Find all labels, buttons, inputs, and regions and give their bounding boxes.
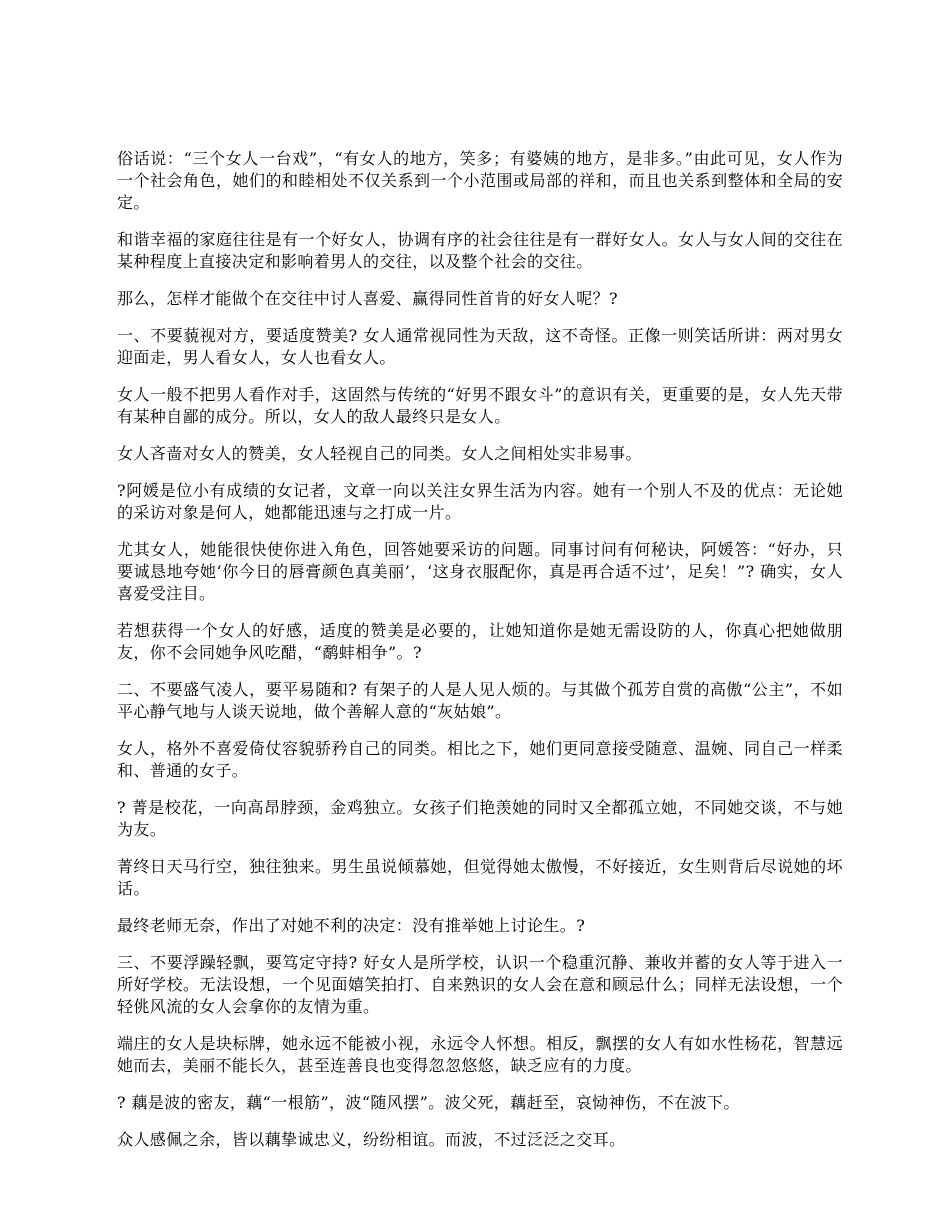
- paragraph-15: 三、不要浮躁轻飘，要笃定守持? 好女人是所学校，认识一个稳重沉静、兼收并蓄的女人等于进入一所好学校。无法设想，一个见面嬉笑拍打、自来熟识的女人会在意和顾忌什么；同样无法设想，一个轻佻风流的女人会拿你的友情为重。: [117, 953, 843, 1016]
- paragraph-18: 众人感佩之余，皆以藕挚诚忠义，纷纷相谊。而波，不过泛泛之交耳。: [117, 1130, 626, 1149]
- paragraph-17: ? 藕是波的密友，藕“一根筋”，波“随风摆”。波父死，藕赶至，哀恸神伤，不在波下。: [117, 1093, 740, 1112]
- paragraph-4: 一、不要藐视对方，要适度赞美? 女人通常视同性为天敌，这不奇怪。正像一则笑话所讲：两对男女迎面走，男人看女人，女人也看女人。: [117, 326, 843, 367]
- paragraph-13: 菁终日天马行空，独往独来。男生虽说倾慕她，但觉得她太傲慢，不好接近，女生则背后尽说她的坏话。: [117, 857, 843, 898]
- paragraph-16: 端庄的女人是块标牌，她永远不能被小视，永远令人怀想。相反，飘摆的女人有如水性杨花，智慧远她而去，美丽不能长久，甚至连善良也变得忽忽悠悠，缺乏应有的力度。: [117, 1034, 843, 1075]
- paragraph-10: 二、不要盛气凌人，要平易随和? 有架子的人是人见人烦的。与其做个孤芳自赏的高傲“公主”，不如平心静气地与人谈天说地，做个善解人意的“灰姑娘”。: [117, 680, 843, 721]
- paragraph-2: 和谐幸福的家庭往往是有一个好女人，协调有序的社会往往是有一群好女人。女人与女人间的交往在某种程度上直接决定和影响着男人的交往，以及整个社会的交往。: [117, 230, 843, 271]
- paragraph-8: 尤其女人，她能很快使你进入角色，回答她要采访的问题。同事讨问有何秘诀，阿媛答：“好办，只要诚恳地夸她‘你今日的唇膏颜色真美丽’，‘这身衣服配你，真是再合适不过’，足矣！”? 确实，女人喜爱受注目。: [117, 540, 843, 603]
- paragraph-7: ?阿媛是位小有成绩的女记者，文章一向以关注女界生活为内容。她有一个别人不及的优点：无论她的采访对象是何人，她都能迅速与之打成一片。: [117, 481, 843, 522]
- document-body: [117, 148, 843, 1166]
- paragraph-1: 俗话说：“三个女人一台戏”，“有女人的地方，笑多；有婆姨的地方，是非多。”由此可见，女人作为一个社会角色，她们的和睦相处不仅关系到一个小范围或局部的祥和，而且也关系到整体和全局的安定。: [117, 149, 843, 212]
- paragraph-11: 女人，格外不喜爱倚仗容貌骄矜自己的同类。相比之下，她们更同意接受随意、温婉、同自己一样柔和、普通的女子。: [117, 739, 843, 780]
- paragraph-9: 若想获得一个女人的好感，适度的赞美是必要的，让她知道你是她无需设防的人，你真心把她做朋友，你不会同她争风吃醋，“鹬蚌相争”。?: [117, 621, 843, 662]
- paragraph-12: ? 菁是校花，一向高昂脖颈，金鸡独立。女孩子们艳羡她的同时又全都孤立她，不同她交谈，不与她为友。: [117, 798, 843, 839]
- paragraph-6: 女人吝啬对女人的赞美，女人轻视自己的同类。女人之间相处实非易事。: [117, 444, 642, 463]
- paragraph-3: 那么，怎样才能做个在交往中讨人喜爱、赢得同性首肯的好女人呢？?: [117, 289, 618, 308]
- paragraph-14: 最终老师无奈，作出了对她不利的决定：没有推举她上讨论生。?: [117, 916, 586, 935]
- paragraph-5: 女人一般不把男人看作对手，这固然与传统的“好男不跟女斗”的意识有关，更重要的是，女人先天带有某种自鄙的成分。所以，女人的敌人最终只是女人。: [117, 385, 843, 426]
